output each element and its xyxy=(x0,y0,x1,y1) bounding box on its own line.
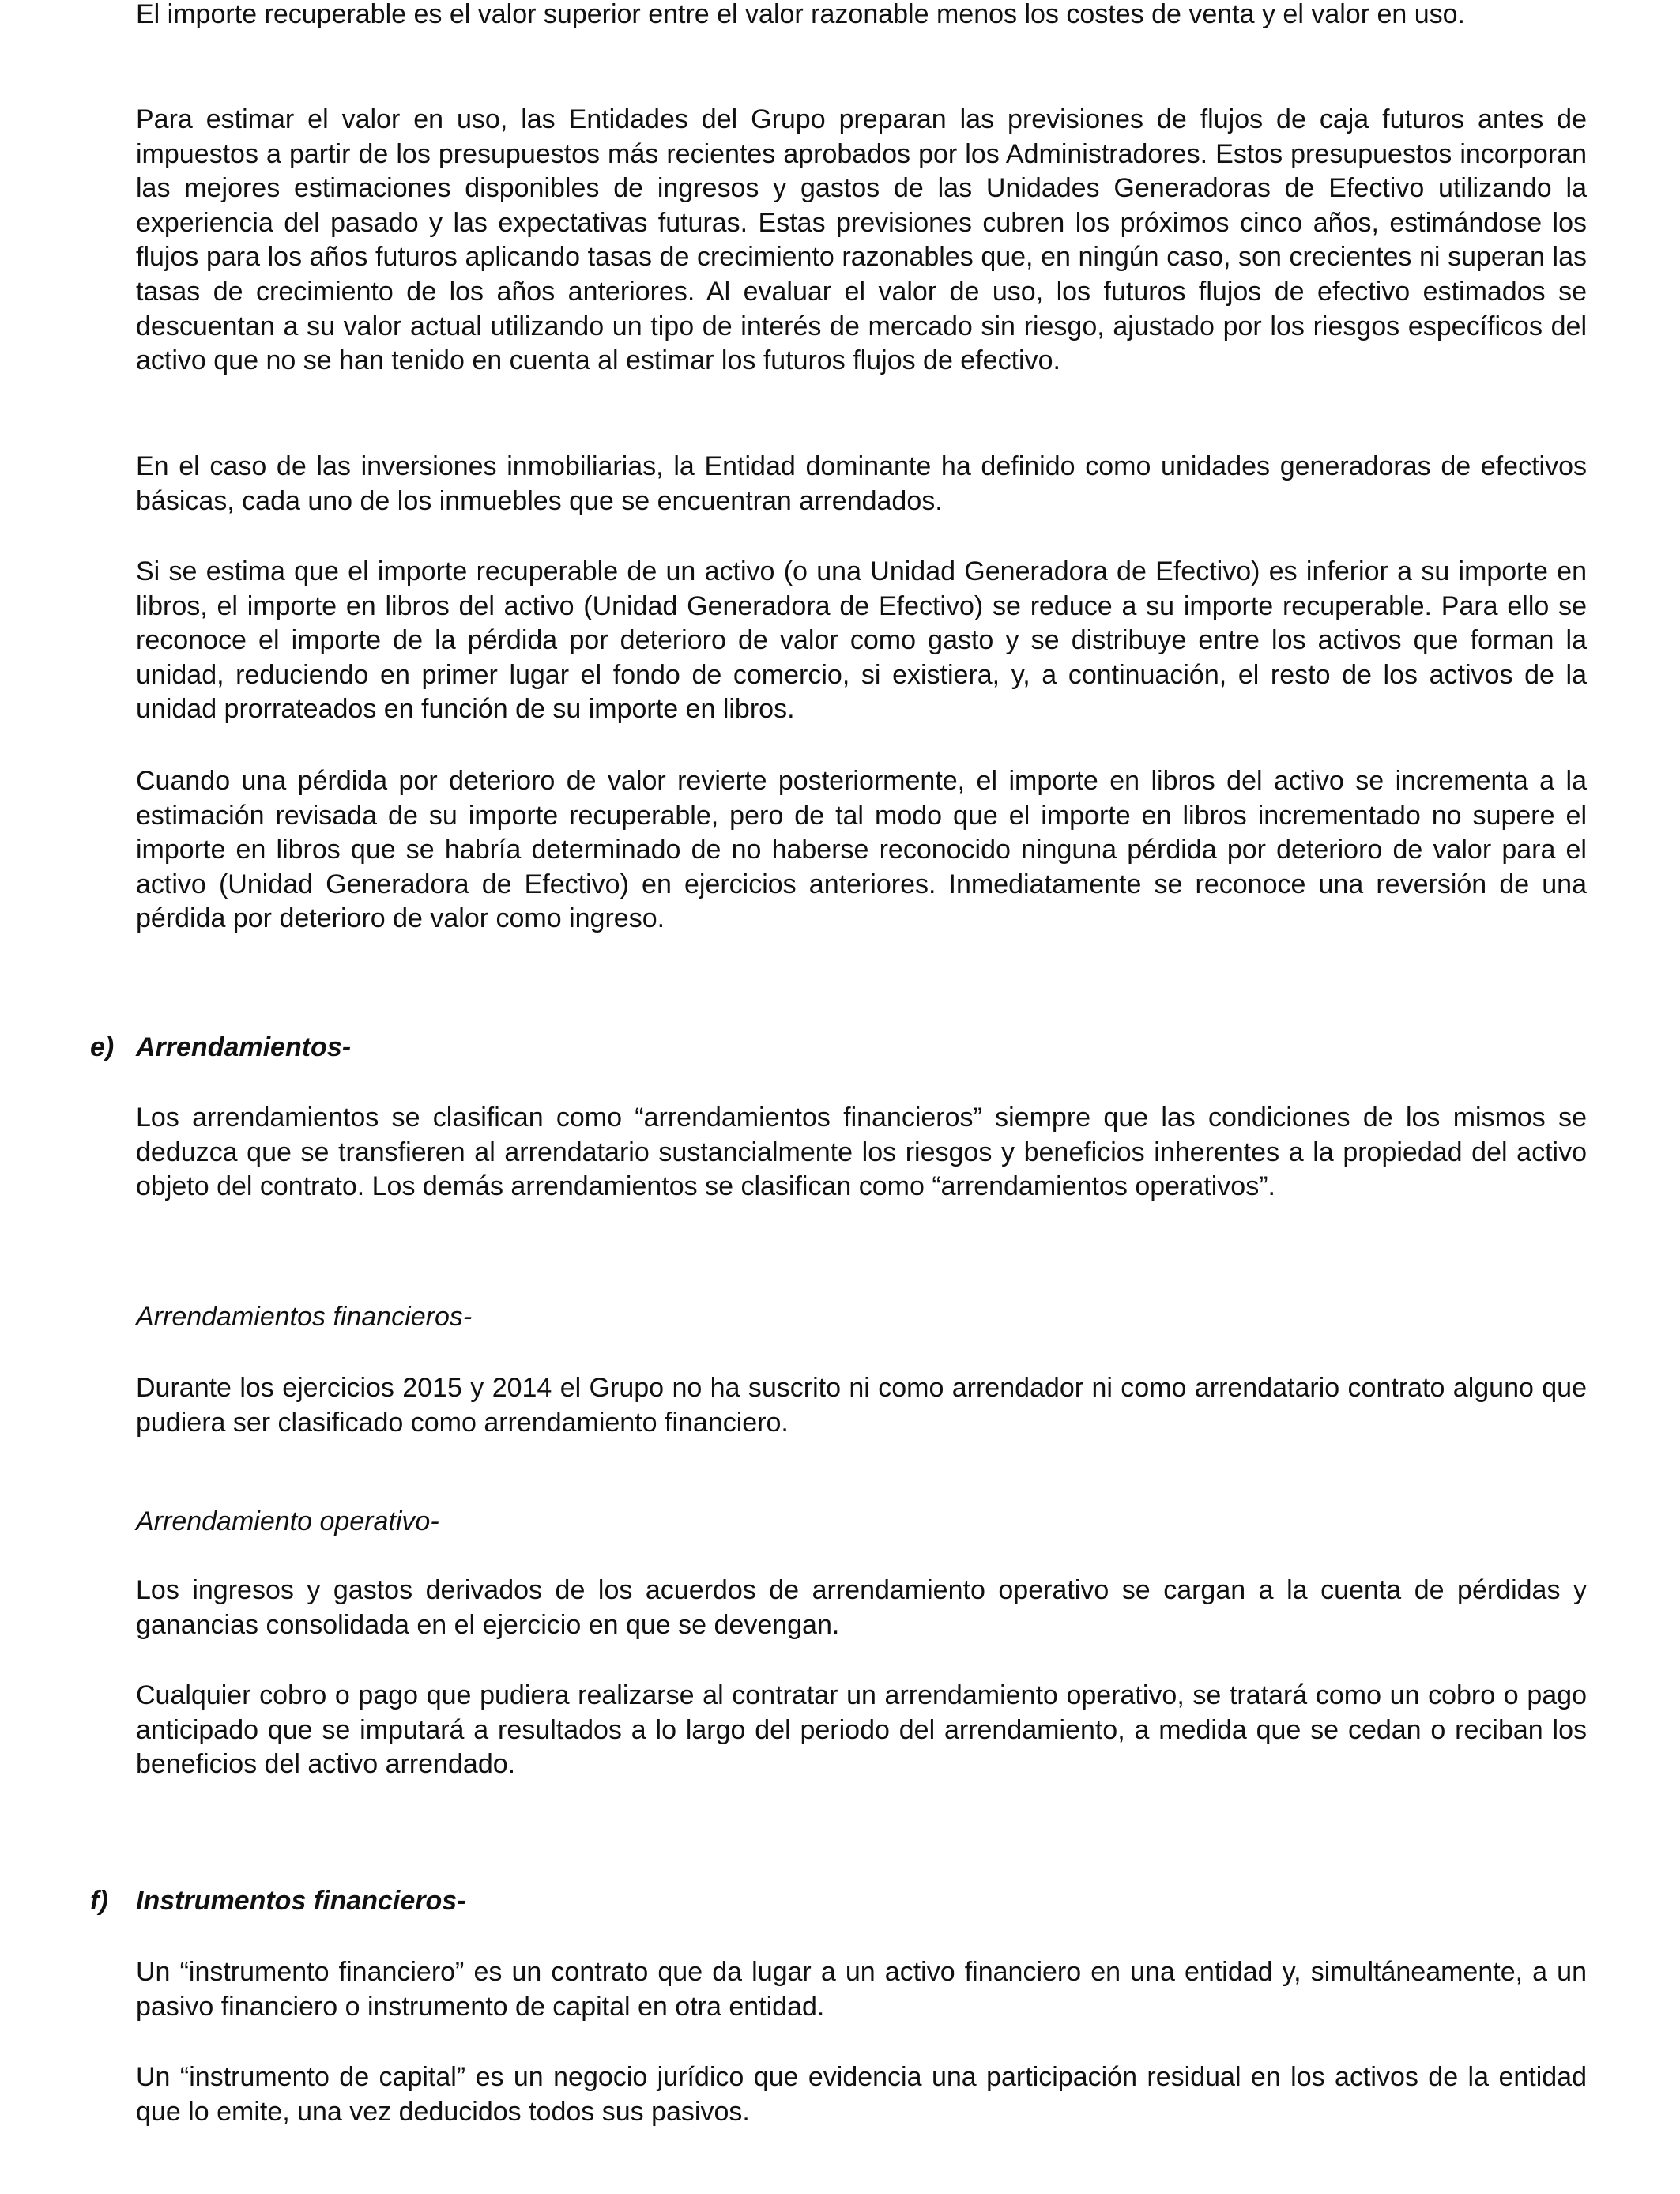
paragraph-importe-recuperable: El importe recuperable es el valor superior entre el valor razonable menos los costes de venta y el valor en uso. xyxy=(136,0,1465,29)
paragraph-valor-en-uso: Para estimar el valor en uso, las Entidades del Grupo preparan las previsiones de flujos de caja futuros antes de impuestos a partir de los presupuestos más recientes aprobados por los Administradores. Estos presupuestos incorporan las mejores estimaciones disponibles de ingresos y gastos de las Unidades Generadoras de Efectivo utilizando la experiencia del pasado y las expectativas futuras. Estas previsiones cubren los próximos cinco años, estimándose los flujos para los años futuros aplicando tasas de crecimiento razonables que, en ningún caso, son crecientes ni superan las tasas de crecimiento de los años anteriores. Al evaluar el valor de uso, los futuros flujos de efectivo estimados se descuentan a su valor actual utilizando un tipo de interés de mercado sin riesgo, ajustado por los riesgos específicos del activo que no se han tenido en cuenta al estimar los futuros flujos de efectivo. xyxy=(136,104,1587,376)
subheading-arrendamiento-operativo: Arrendamiento operativo- xyxy=(136,1506,439,1536)
paragraph-reversion-deterioro: Cuando una pérdida por deterioro de valor revierte posteriormente, el importe en libros del activo se incrementa a la estimación revisada de su importe recuperable, pero de tal modo que el importe en libros incrementado no supere el importe en libros que se habría determinado de no haberse reconocido ninguna pérdida por deterioro de valor para el activo (Unidad Generadora de Efectivo) en ejercicios anteriores. Inmediatamente se reconoce una reversión de una pérdida por deterioro de valor como ingreso. xyxy=(136,766,1587,934)
section-heading-arrendamientos xyxy=(90,1031,351,1065)
section-title: Arrendamientos- xyxy=(136,1032,352,1062)
paragraph-clasificacion-arrendamientos: Los arrendamientos se clasifican como “arrendamientos financieros” siempre que las condiciones de los mismos se deduzca que se transfieren al arrendatario sustancialmente los riesgos y beneficios inherentes a la propiedad del activo objeto del contrato. Los demás arrendamientos se clasifican como “arrendamientos operativos”. xyxy=(136,1103,1587,1202)
paragraph-instrumento-capital: Un “instrumento de capital” es un negocio jurídico que evidencia una participación residual en los activos de la entidad que lo emite, una vez deducidos todos sus pasivos. xyxy=(136,2062,1587,2127)
paragraph-inversiones-inmobiliarias: En el caso de las inversiones inmobiliarias, la Entidad dominante ha definido como unidades generadoras de efectivos básicas, cada uno de los inmuebles que se encuentran arrendados. xyxy=(136,451,1587,516)
paragraph-perdida-deterioro: Si se estima que el importe recuperable de un activo (o una Unidad Generadora de Efectivo) es inferior a su importe en libros, el importe en libros del activo (Unidad Generadora de Efectivo) se reduce a su importe recuperable. Para ello se reconoce el importe de la pérdida por deterioro de valor como gasto y se distribuye entre los activos que forman la unidad, reduciendo en primer lugar el fondo de comercio, si existiera, y, a continuación, el resto de los activos de la unidad prorrateados en función de su importe en libros. xyxy=(136,556,1587,725)
paragraph-instrumento-financiero: Un “instrumento financiero” es un contrato que da lugar a un activo financiero en una entidad y, simultáneamente, a un pasivo financiero o instrumento de capital en otra entidad. xyxy=(136,1957,1587,2022)
paragraph-cobro-pago: Cualquier cobro o pago que pudiera realizarse al contratar un arrendamiento operativo, se tratará como un cobro o pago anticipado que se imputará a resultados a lo largo del periodo del arrendamiento, a medida que se cedan o reciban los beneficios del activo arrendado. xyxy=(136,1680,1587,1780)
subheading-arrendamientos-financieros: Arrendamientos financieros- xyxy=(136,1302,473,1332)
paragraph-ejercicios-2015-2014: Durante los ejercicios 2015 y 2014 el Grupo no ha suscrito ni como arrendador ni como arrendatario contrato alguno que pudiera ser clasificado como arrendamiento financiero. xyxy=(136,1373,1587,1438)
section-title: Instrumentos financieros- xyxy=(136,1886,466,1916)
section-heading-instrumentos-financieros xyxy=(90,1884,466,1919)
section-letter: e) xyxy=(90,1032,115,1062)
paragraph-ingresos-gastos: Los ingresos y gastos derivados de los acuerdos de arrendamiento operativo se cargan a la cuenta de pérdidas y ganancias consolidada en el ejercicio en que se devengan. xyxy=(136,1575,1587,1640)
section-letter: f) xyxy=(90,1886,108,1916)
